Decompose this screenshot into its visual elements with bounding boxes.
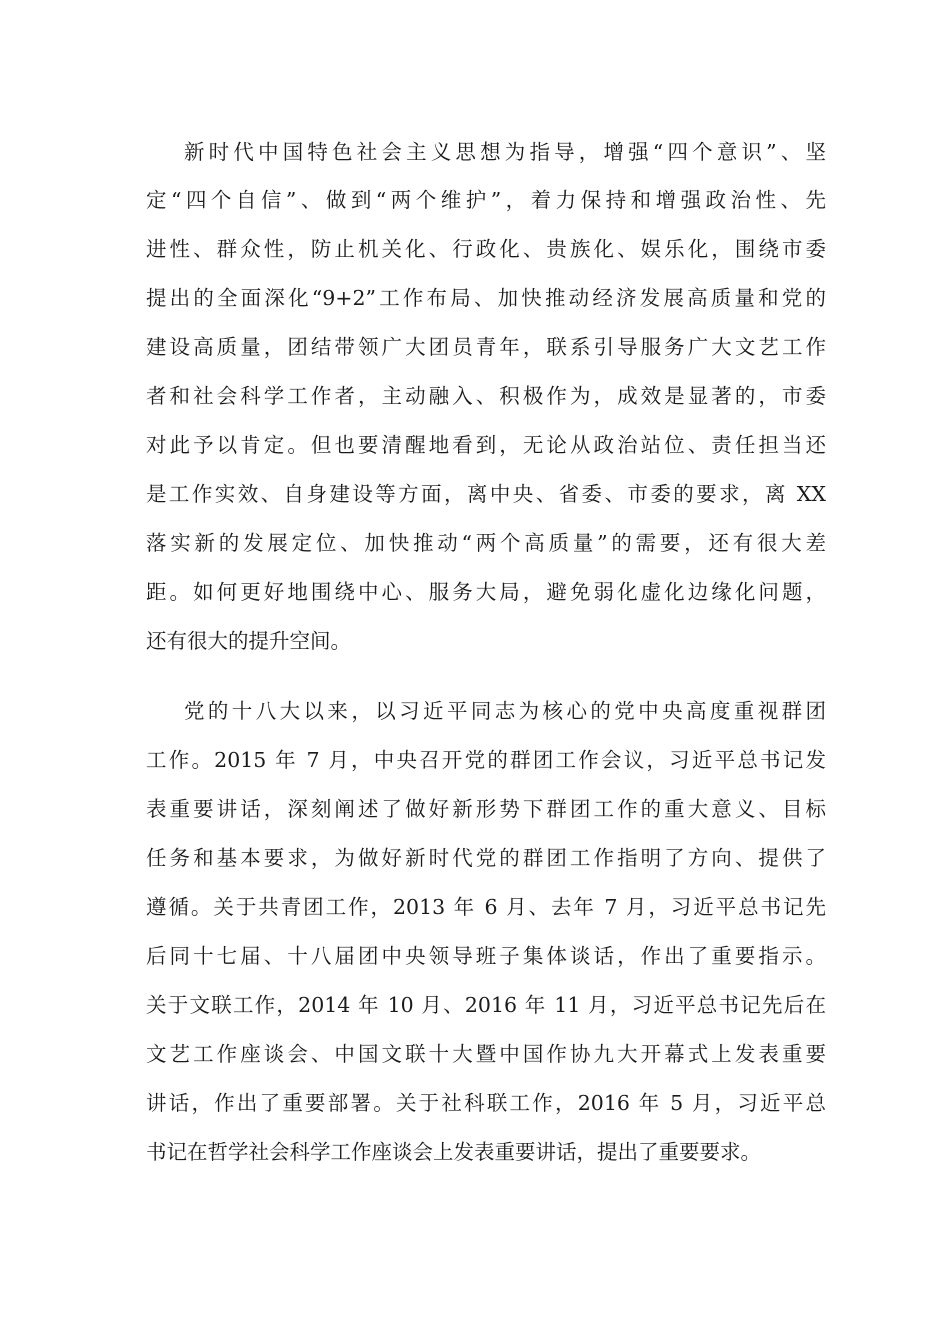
paragraph-line: 进性、群众性，防止机关化、行政化、贵族化、娱乐化，围绕市委 <box>146 237 826 261</box>
paragraph-line: 任务和基本要求，为做好新时代党的群团工作指明了方向、提供了 <box>146 846 826 870</box>
paragraph-line: 关于文联工作，2014 年 10 月、2016 年 11 月，习近平总书记先后在 <box>146 993 826 1017</box>
paragraph-line: 书记在哲学社会科学工作座谈会上发表重要讲话，提出了重要要求。 <box>146 1140 761 1164</box>
paragraph-line: 工作。2015 年 7 月，中央召开党的群团工作会议，习近平总书记发 <box>146 748 826 772</box>
paragraph-line: 党的十八大以来，以习近平同志为核心的党中央高度重视群团 <box>184 699 826 723</box>
paragraph-line: 是工作实效、自身建设等方面，离中央、省委、市委的要求，离 XX <box>146 482 826 506</box>
paragraph-line: 建设高质量，团结带领广大团员青年，联系引导服务广大文艺工作 <box>146 335 826 359</box>
paragraph-line: 距。如何更好地围绕中心、服务大局，避免弱化虚化边缘化问题， <box>146 580 826 604</box>
paragraph-line: 落实新的发展定位、加快推动“两个高质量”的需要，还有很大差 <box>146 531 826 555</box>
paragraph-line: 提出的全面深化“9+2”工作布局、加快推动经济发展高质量和党的 <box>146 286 826 310</box>
paragraph-line: 遵循。关于共青团工作，2013 年 6 月、去年 7 月，习近平总书记先 <box>146 895 826 919</box>
paragraph-line: 对此予以肯定。但也要清醒地看到，无论从政治站位、责任担当还 <box>146 433 826 457</box>
paragraph-line: 还有很大的提升空间。 <box>146 629 351 653</box>
paragraph-line: 表重要讲话，深刻阐述了做好新形势下群团工作的重大意义、目标 <box>146 797 826 821</box>
paragraph-line: 文艺工作座谈会、中国文联十大暨中国作协九大开幕式上发表重要 <box>146 1042 826 1066</box>
paragraph-line: 后同十七届、十八届团中央领导班子集体谈话，作出了重要指示。 <box>146 944 826 968</box>
paragraph-line: 讲话，作出了重要部署。关于社科联工作，2016 年 5 月，习近平总 <box>146 1091 826 1115</box>
paragraph-line: 新时代中国特色社会主义思想为指导，增强“四个意识”、坚 <box>184 140 826 164</box>
paragraph-line: 者和社会科学工作者，主动融入、积极作为，成效是显著的，市委 <box>146 384 826 408</box>
paragraph-line: 定“四个自信”、做到“两个维护”，着力保持和增强政治性、先 <box>146 188 826 212</box>
